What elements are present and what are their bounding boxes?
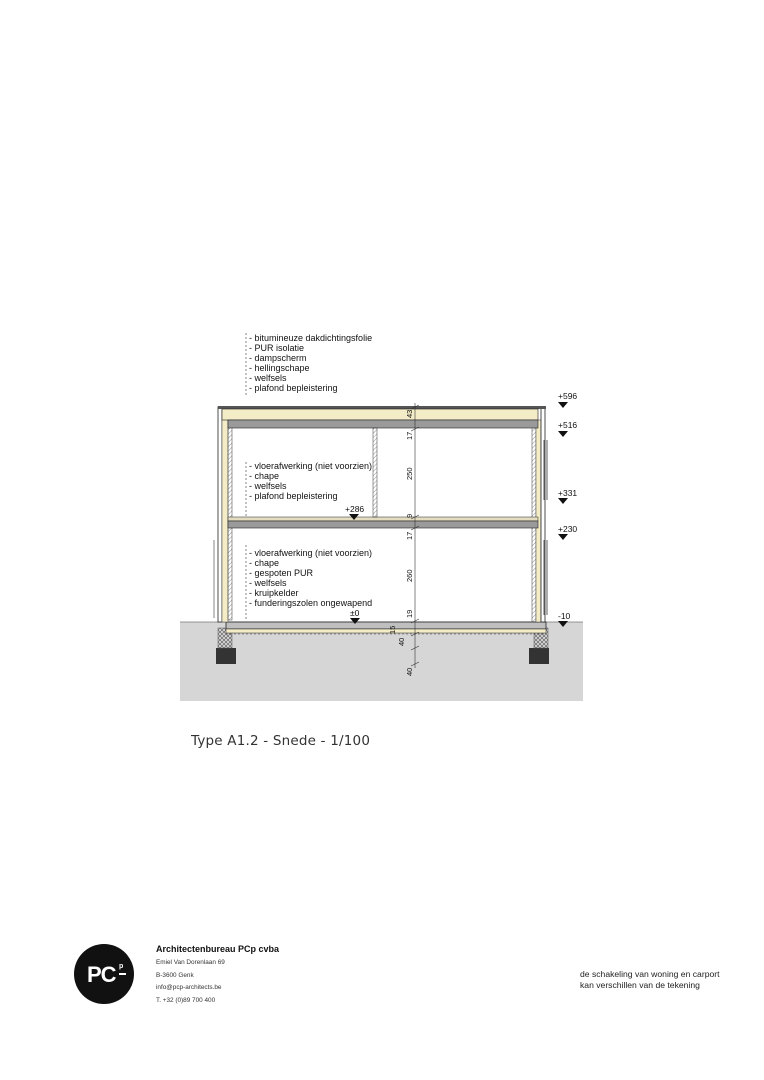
floor1-slab	[228, 521, 538, 528]
company-city: B-3600 Genk	[156, 971, 194, 979]
level-ceiling-lower: +230	[558, 524, 578, 534]
interior-partition	[373, 428, 377, 517]
roof-insulation	[222, 409, 538, 420]
note-line: kan verschillen van de tekening	[580, 980, 700, 990]
left-wall-insulation	[222, 412, 228, 622]
disclaimer-note	[580, 969, 720, 991]
company-logo	[74, 944, 134, 1004]
ground-layer: - funderingszolen ongewapend	[249, 598, 373, 608]
dim-roof: 43	[405, 409, 414, 418]
dim-height-lower: 260	[405, 569, 414, 582]
level-ceiling-upper: +516	[558, 420, 578, 430]
floor1-layer: - vloerafwerking (niet voorzien)	[249, 461, 373, 471]
level-ground-inside: ±0	[350, 608, 360, 618]
company-name: Architectenbureau PCp cvba	[156, 944, 280, 954]
roof-layer: - hellingschape	[249, 363, 310, 373]
level-roof-top: +596	[558, 391, 578, 401]
ground-layer: - welfsels	[249, 578, 287, 588]
company-block	[156, 944, 279, 1007]
floor1-layer: - welfsels	[249, 481, 287, 491]
ground-layer-list	[249, 548, 372, 608]
foundation-left	[216, 648, 236, 664]
ground-layer: - vloerafwerking (niet voorzien)	[249, 548, 373, 558]
ground-layer: - gespoten PUR	[249, 568, 314, 578]
ground-layer: - kruipkelder	[249, 588, 299, 598]
dim-crawl-a: 15	[388, 625, 397, 634]
foundation-right	[529, 648, 549, 664]
roof-layer: - bitumineuze dakdichtingsfolie	[249, 333, 373, 343]
floor1-screed	[228, 517, 538, 521]
dim-slab-lower: 17	[405, 531, 414, 540]
roof-layer: - dampscherm	[249, 353, 307, 363]
roof-membrane	[218, 406, 546, 409]
left-wall-outer	[218, 407, 222, 622]
dim-crawl-b: 40	[397, 637, 406, 646]
logo-superscript: p	[119, 963, 124, 970]
right-wall-outer	[541, 407, 545, 622]
ground-floor-slab	[226, 622, 546, 629]
logo-bar	[119, 973, 126, 975]
roof-layer-list	[249, 333, 372, 393]
dim-floor-ground: 19	[405, 609, 414, 618]
ground-floor-insulation	[226, 629, 546, 633]
level-ground-outside: -10	[558, 611, 571, 621]
ground-layer: - chape	[249, 558, 280, 568]
company-email-link[interactable]: info@pcp-architects.be	[156, 984, 222, 991]
floor1-layer-list	[249, 461, 372, 501]
floor1-layer: - chape	[249, 471, 280, 481]
roof-layer: - welfsels	[249, 373, 287, 383]
note-line: de schakeling van woning en carport	[580, 969, 720, 979]
logo-text: PC	[87, 962, 116, 987]
floor1-layer: - plafond bepleistering	[249, 491, 338, 501]
company-phone: T. +32 (0)89 700 400	[156, 996, 216, 1004]
drawing-caption: Type A1.2 - Snede - 1/100	[191, 733, 371, 749]
dim-height-upper: 250	[405, 467, 414, 480]
roof-slab	[228, 420, 538, 428]
level-floor1: +286	[345, 504, 365, 514]
company-address: Emiel Van Dorenlaan 69	[156, 959, 225, 966]
roof-layer: - plafond bepleistering	[249, 383, 338, 393]
dim-slab-upper: 17	[405, 431, 414, 440]
dim-floor-upper: 9	[405, 513, 414, 518]
level-window-upper: +331	[558, 488, 578, 498]
dim-foundation: 40	[405, 667, 414, 676]
roof-layer: - PUR isolatie	[249, 343, 305, 353]
